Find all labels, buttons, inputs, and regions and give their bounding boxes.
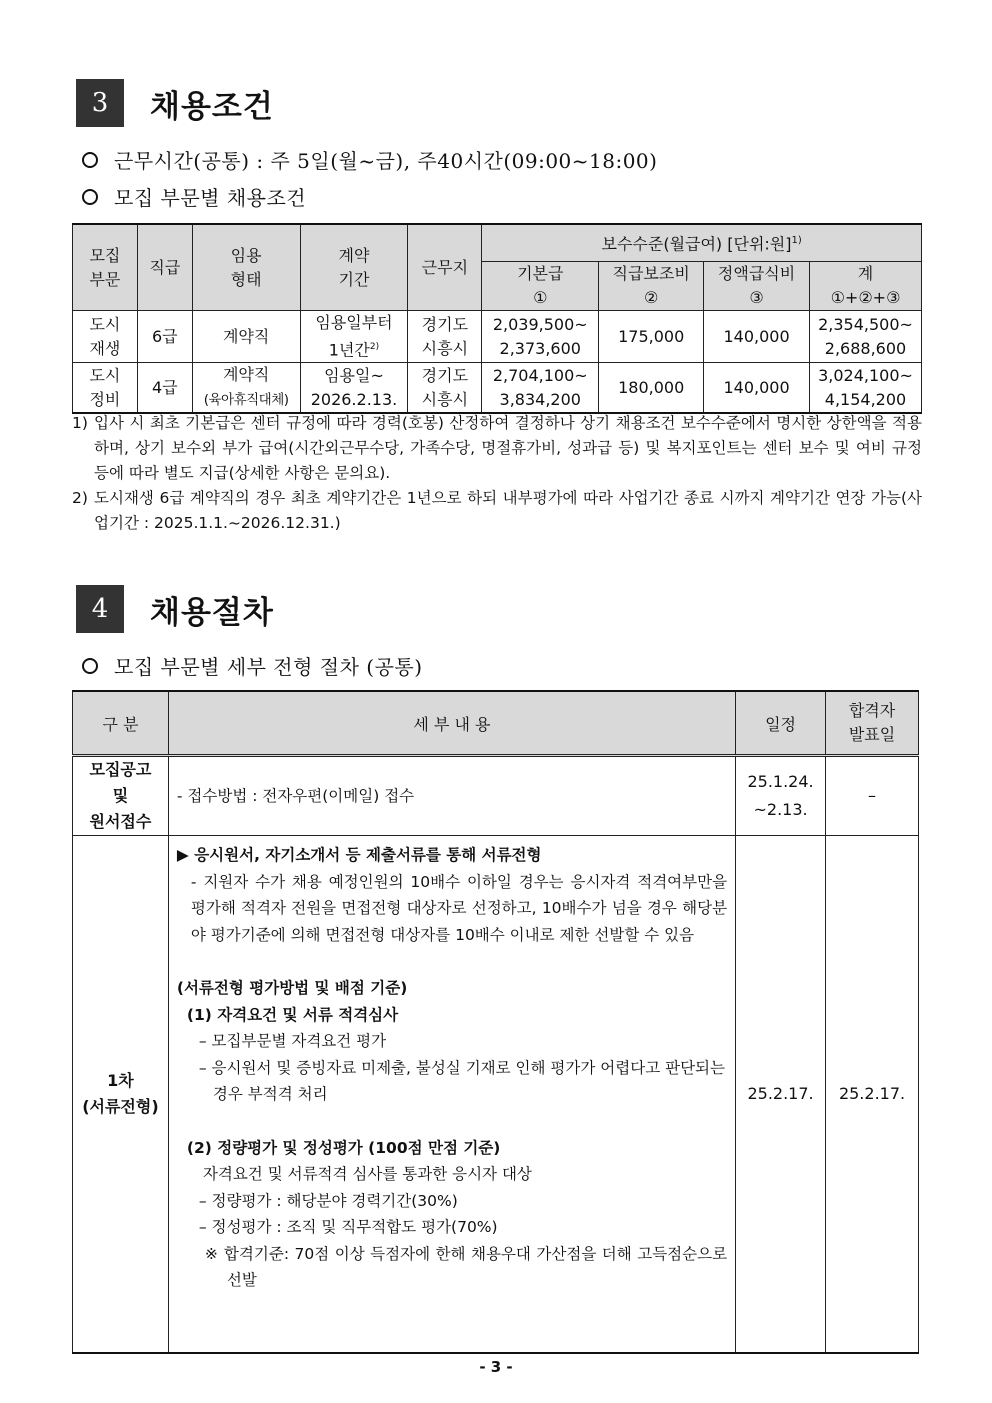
header-pay-group: 보수수준(월급여) [단위:원]$^{1)}$: [482, 224, 922, 262]
header-announce: 합격자 발표일: [826, 691, 919, 756]
circle-bullet-icon: [82, 189, 98, 205]
header-period: 계약 기간: [300, 224, 408, 311]
header-meal: 정액급식비 ③: [704, 262, 810, 311]
footnotes: [72, 411, 922, 536]
section-number: 3: [76, 79, 124, 127]
table-header-row: [73, 691, 919, 756]
bullet-procedure: 모집 부문별 세부 전형 절차 (공통): [82, 651, 423, 680]
list-item: – 정성평가 : 조직 및 직무적합도 평가(70%): [198, 1218, 498, 1236]
page-number: - 3 -: [479, 1358, 513, 1376]
sub1-title: (1) 자격요건 및 서류 적격심사: [186, 1005, 399, 1024]
header-total: 계 ①+②+③: [810, 262, 922, 311]
table-header-row: [73, 224, 922, 262]
footnote-2: 2) 도시재생 6급 계약직의 경우 최초 계약기간은 1년으로 하되 내부평가에 따라 사업기간 종료 시까지 계약기간 연장 가능(사업기간 : 2025.1.1.~2026.12.31.): [72, 489, 922, 532]
header-allowance: 직급보조비 ②: [599, 262, 704, 311]
sub2-desc: 자격요건 및 서류적격 심사를 통과한 응시자 대상: [202, 1165, 532, 1183]
table-row: 1차 (서류전형) ▶ 응시원서, 자기소개서 등 제출서류를 통해 서류전형 - 지원자 수가 채용 예정인원의 10배수 이하일 경우는 응시자격 적격여부만을 평가해 적격자 전원을 면접전형 대상자로 선정하고, 10배수가 넘을 경우 해당분야 평가기준에 의해 면접전형 대상자를 10배수 이내로 제한 선발할 수 있음 (서류전형 평가방법 및 배점 기준) (1) 자격요건 및 서류 적격심사 – 모집부문별 자격요건 평가 – 응시원서 및 증빙자료 미제출, 불성실 기재로 인해 평가가 어렵다고 판단되는 경우 부적격 처리 (2) 정량평가 및 정성평가 (100점 만점 기준) 자격요건 및 서류적격 심사를 통과한 응시자 대상 – 정량평가 : 해당분야 경력기간(30%) – 정성평가 : 조직 및 직무적합도 평가(70%) ※ 합격기준: 70점 이상 득점자에 한해 채용우대 가산점을 더해 고득점순으로 선발 25.2.17. 25.2.17.: [73, 836, 919, 1353]
footnote-1: 1) 입사 시 최초 기본급은 센터 규정에 따라 경력(호봉) 산정하여 결정하나 상기 채용조건 보수수준에서 명시한 상한액을 적용하며, 상기 보수외 부가 급여(시간외근무수당, 가족수당, 명절휴가비, 성과급 등) 및 복지포인트는 센터 보수 및 여비 규정 등에 따라 별도 지급(상세한 사항은 문의요).: [72, 414, 922, 482]
sub2-title: (2) 정량평가 및 정성평가 (100점 만점 기준): [186, 1138, 501, 1157]
criteria-title: (서류전형 평가방법 및 배점 기준): [176, 979, 408, 997]
section-title: 채용절차: [150, 594, 274, 631]
header-grade: 직급: [137, 224, 192, 311]
pass-criteria-note: ※ 합격기준: 70점 이상 득점자에 한해 채용우대 가산점을 더해 고득점순으로 선발: [204, 1244, 728, 1289]
bullet-conditions: 모집 부문별 채용조건: [82, 182, 306, 211]
section-3-header: [76, 79, 274, 127]
list-item: – 응시원서 및 증빙자료 미제출, 불성실 기재로 인해 평가가 어렵다고 판단되는 경우 부적격 처리: [198, 1058, 725, 1103]
table-row: 도시 정비 4급 계약직 (육아휴직대체) 임용일~ 2026.2.13. 경기도 시흥시 2,704,100~ 3,834,200 180,000 140,000 3,024,100~ 4,154,200: [73, 363, 922, 414]
detail-heading: ▶ 응시원서, 자기소개서 등 제출서류를 통해 서류전형: [176, 846, 542, 864]
header-base: 기본급 ①: [482, 262, 599, 311]
list-item: – 정량평가 : 해당분야 경력기간(30%): [198, 1191, 458, 1210]
list-item: – 모집부문별 자격요건 평가: [198, 1032, 387, 1050]
header-schedule: 일정: [736, 691, 826, 756]
section-number: 4: [76, 585, 124, 633]
section-4-header: [76, 585, 274, 633]
header-type: 임용 형태: [192, 224, 300, 311]
header-detail: 세 부 내 용: [168, 691, 735, 756]
header-location: 근무지: [408, 224, 482, 311]
procedure-table: [72, 690, 919, 1354]
header-dept: 모집 부문: [73, 224, 138, 311]
conditions-table: [72, 223, 922, 414]
section-title: 채용조건: [150, 88, 274, 125]
circle-bullet-icon: [82, 152, 98, 168]
detail-paragraph: - 지원자 수가 채용 예정인원의 10배수 이하일 경우는 응시자격 적격여부만을 평가해 적격자 전원을 면접전형 대상자로 선정하고, 10배수가 넘을 경우 해당분야 평가기준에 의해 면접전형 대상자를 10배수 이내로 제한 선발할 수 있음: [190, 872, 728, 944]
table-row: 도시 재생 6급 계약직 임용일부터 1년간$^{2)}$ 경기도 시흥시 2,039,500~ 2,373,600 175,000 140,000 2,354,500~ 2,688,600: [73, 311, 922, 363]
table-row: 모집공고 및 원서접수 - 접수방법 : 전자우편(이메일) 접수 25.1.24. ~2.13. –: [73, 756, 919, 836]
header-category: 구 분: [73, 691, 169, 756]
bullet-work-hours: 근무시간(공통) : 주 5일(월~금), 주40시간(09:00~18:00): [82, 145, 657, 174]
circle-bullet-icon: [82, 658, 98, 674]
